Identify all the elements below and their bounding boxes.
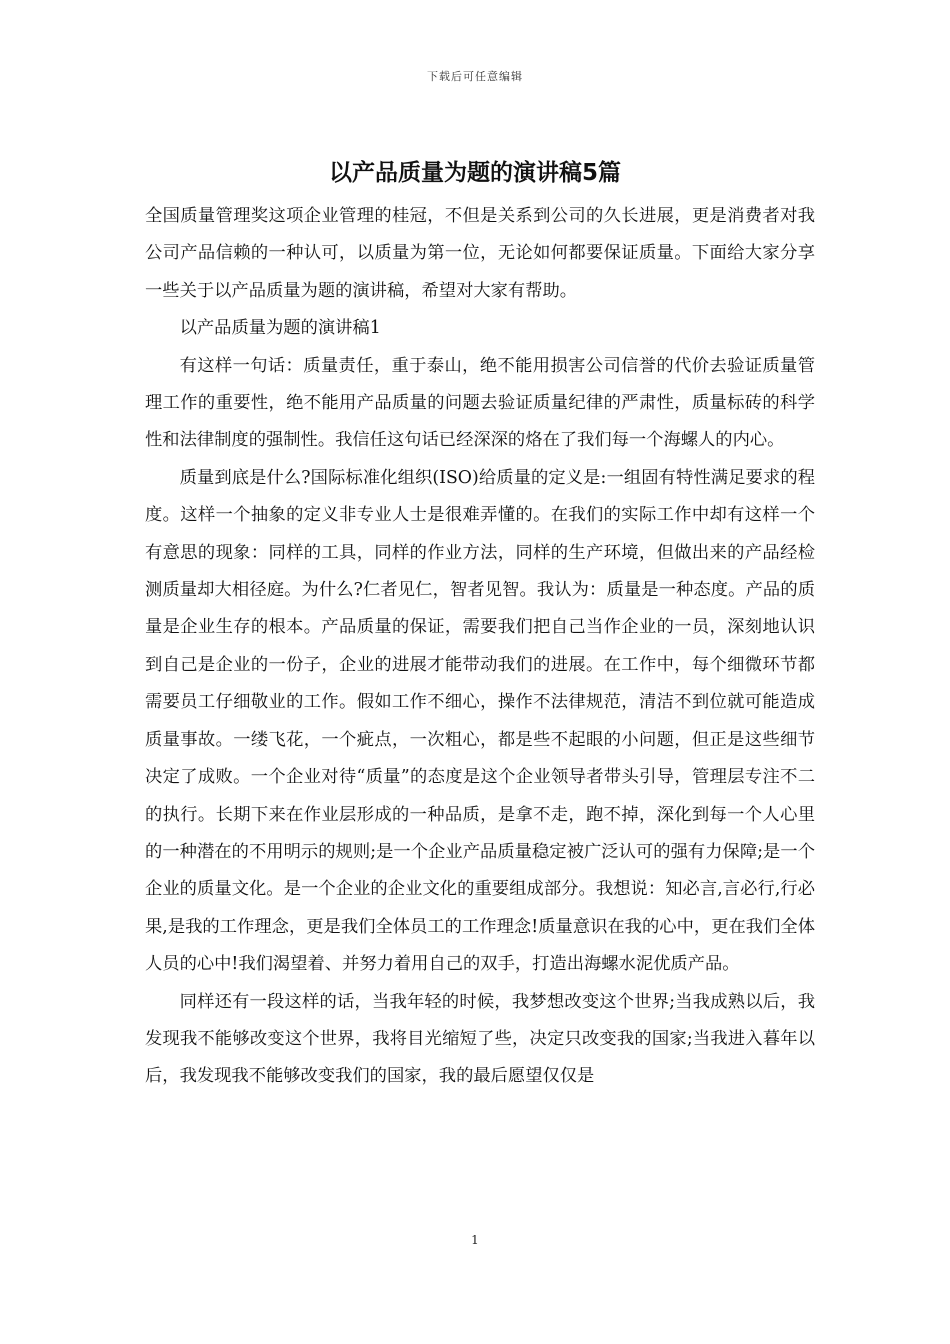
intro-paragraph: 全国质量管理奖这项企业管理的桂冠，不但是关系到公司的久长进展，更是消费者对我公司产品信赖的一种认可，以质量为第一位，无论如何都要保证质量。下面给大家分享一些关于以产品质量为题的演讲稿，希望对大家有帮助。 [145,206,815,301]
body-paragraph: 质量到底是什么?国际标准化组织(ISO)给质量的定义是:一组固有特性满足要求的程度。这样一个抽象的定义非专业人士是很难弄懂的。在我们的实际工作中却有这样一个有意思的现象：同样的工具，同样的作业方法，同样的生产环境，但做出来的产品经检测质量却大相径庭。为什么?仁者见仁，智者见智。我认为：质量是一种态度。产品的质量是企业生存的根本。产品质量的保证，需要我们把自己当作企业的一员，深刻地认识到自己是企业的一份子，企业的进展才能带动我们的进展。在工作中，每个细微环节都需要员工仔细敬业的工作。假如工作不细心，操作不法律规范，清洁不到位就可能造成质量事故。一缕飞花，一个疵点，一次粗心，都是些不起眼的小问题，但正是这些细节决定了成败。一个企业对待“质量”的态度是这个企业领导者带头引导，管理层专注不二的执行。长期下来在作业层形成的一种品质，是拿不走，跑不掉，深化到每一个人心里的一种潜在的不用明示的规则;是一个企业产品质量稳定被广泛认可的强有力保障;是一个企业的质量文化。是一个企业的企业文化的重要组成部分。我想说：知必言,言必行,行必果,是我的工作理念，更是我们全体员工的工作理念!质量意识在我的心中，更在我们全体人员的心中!我们渴望着、并努力着用自己的双手，打造出海螺水泥优质产品。 [145,467,815,975]
body-paragraph: 同样还有一段这样的话，当我年轻的时候，我梦想改变这个世界;当我成熟以后，我发现我不能够改变这个世界，我将目光缩短了些，决定只改变我的国家;当我进入暮年以后，我发现我不能够改变我们的国家，我的最后愿望仅仅是 [145,991,815,1087]
document-title: 以产品质量为题的演讲稿5篇 [328,160,621,186]
section-heading: 以产品质量为题的演讲稿1 [179,318,381,339]
body-paragraph: 有这样一句话：质量责任，重于泰山，绝不能用损害公司信誉的代价去验证质量管理工作的重要性，绝不能用产品质量的问题去验证质量纪律的严肃性，质量标砖的科学性和法律制度的强制性。我信任这句话已经深深的烙在了我们每一个海螺人的内心。 [145,355,815,451]
page-number: 1 [471,1233,479,1247]
document-body [145,198,815,1096]
page-header-note: 下载后可任意编辑 [427,70,523,83]
